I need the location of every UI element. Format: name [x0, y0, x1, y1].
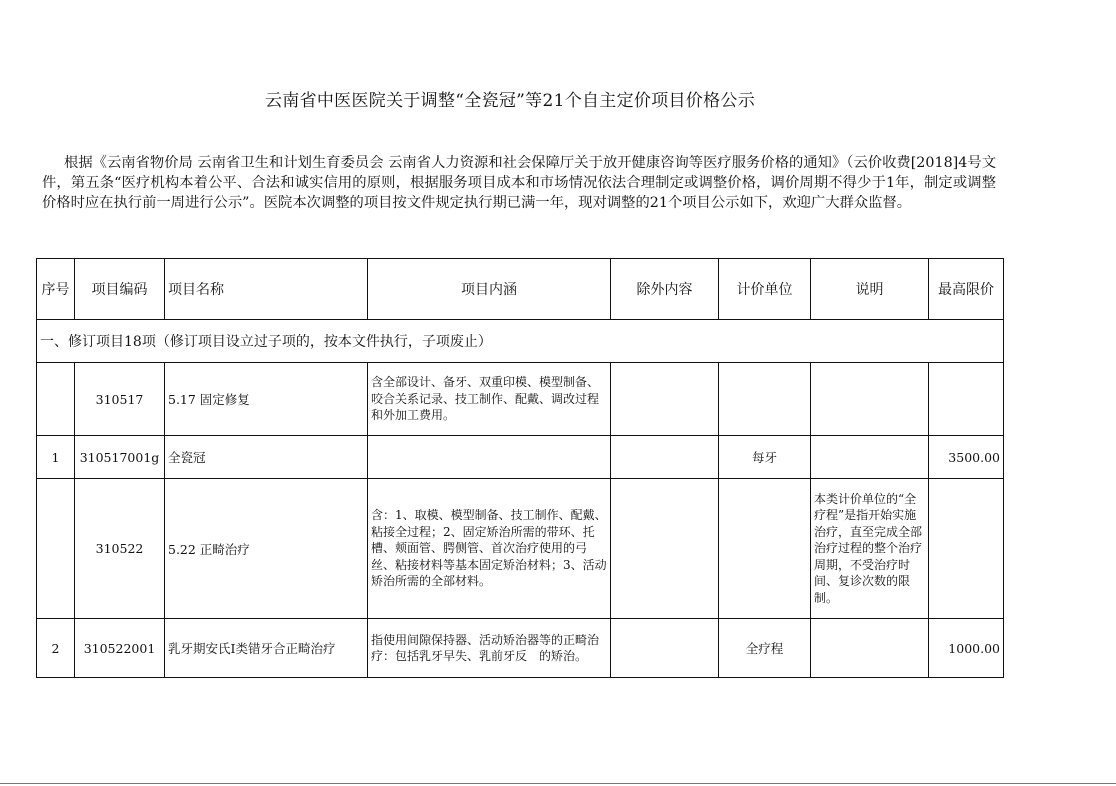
- header-note: 说明: [811, 259, 929, 320]
- cell-name: 全瓷冠: [165, 436, 368, 479]
- cell-name: 5.22 正畸治疗: [165, 479, 368, 619]
- cell-max-price: [929, 363, 1004, 436]
- cell-note: [811, 436, 929, 479]
- cell-code: 310522001: [75, 619, 165, 678]
- intro-paragraph: 根据《云南省物价局 云南省卫生和计划生育委员会 云南省人力资源和社会保障厅关于放开健康咨询等医疗服务价格的通知》（云价收费[2018]4号文件，第五条“医疗机构本着公平、合法和诚实信用的原则，根据服务项目成本和市场情况依法合理制定或调整价格，调价周期不得少于1年，制定或调整价格时应在执行前一周进行公示”。医院本次调整的项目按文件规定执行期已满一年，现对调整的21个项目公示如下，欢迎广大群众监督。: [42, 155, 996, 211]
- cell-excluded: [611, 436, 719, 479]
- cell-excluded: [611, 363, 719, 436]
- cell-max-price: 3500.00: [929, 436, 1004, 479]
- header-max-price: 最高限价: [929, 259, 1004, 320]
- cell-seq: [37, 363, 75, 436]
- cell-name: 乳牙期安氏I类错牙合正畸治疗: [165, 619, 368, 678]
- cell-max-price: 1000.00: [929, 619, 1004, 678]
- table-header-row: [37, 259, 1004, 320]
- cell-name: 5.17 固定修复: [165, 363, 368, 436]
- cell-note: [811, 619, 929, 678]
- cell-code: 310522: [75, 479, 165, 619]
- cell-unit: 全疗程: [719, 619, 811, 678]
- cell-max-price: [929, 479, 1004, 619]
- cell-code: 310517001g: [75, 436, 165, 479]
- header-name: 项目名称: [165, 259, 368, 320]
- header-code: 项目编码: [75, 259, 165, 320]
- cell-content: 含全部设计、备牙、双重印模、模型制备、咬合关系记录、技工制作、配戴、调改过程和外加工费用。: [368, 363, 611, 436]
- cell-note: 本类计价单位的“全疗程”是指开始实施治疗，直至完成全部治疗过程的整个治疗周期，不受治疗时间、复诊次数的限制。: [811, 479, 929, 619]
- cell-seq: 2: [37, 619, 75, 678]
- header-content: 项目内涵: [368, 259, 611, 320]
- header-seq: 序号: [37, 259, 75, 320]
- cell-content: [368, 436, 611, 479]
- cell-content: 指使用间隙保持器、活动矫治器等的正畸治疗：包括乳牙早失、乳前牙反 的矫治。: [368, 619, 611, 678]
- section-title: 一、修订项目18项（修订项目设立过子项的，按本文件执行，子项废止）: [37, 320, 1004, 363]
- page-title: 云南省中医医院关于调整“全瓷冠”等21个自主定价项目价格公示: [264, 91, 755, 111]
- cell-excluded: [611, 479, 719, 619]
- cell-content: 含：1、取模、模型制备、技工制作、配戴、粘接全过程；2、固定矫治所需的带环、托槽、颊面管、腭侧管、首次治疗使用的弓丝、粘接材料等基本固定矫治材料；3、活动矫治所需的全部材料。: [368, 479, 611, 619]
- price-table: [36, 258, 1004, 678]
- table-row: [37, 479, 1004, 619]
- table-row: [37, 619, 1004, 678]
- header-excluded: 除外内容: [611, 259, 719, 320]
- cell-unit: [719, 363, 811, 436]
- table-row: [37, 363, 1004, 436]
- header-unit: 计价单位: [719, 259, 811, 320]
- table-row: [37, 436, 1004, 479]
- cell-seq: [37, 479, 75, 619]
- cell-seq: 1: [37, 436, 75, 479]
- section-row: [37, 320, 1004, 363]
- cell-unit: [719, 479, 811, 619]
- page-bottom-divider: [0, 783, 1116, 784]
- cell-note: [811, 363, 929, 436]
- cell-code: 310517: [75, 363, 165, 436]
- cell-excluded: [611, 619, 719, 678]
- cell-unit: 每牙: [719, 436, 811, 479]
